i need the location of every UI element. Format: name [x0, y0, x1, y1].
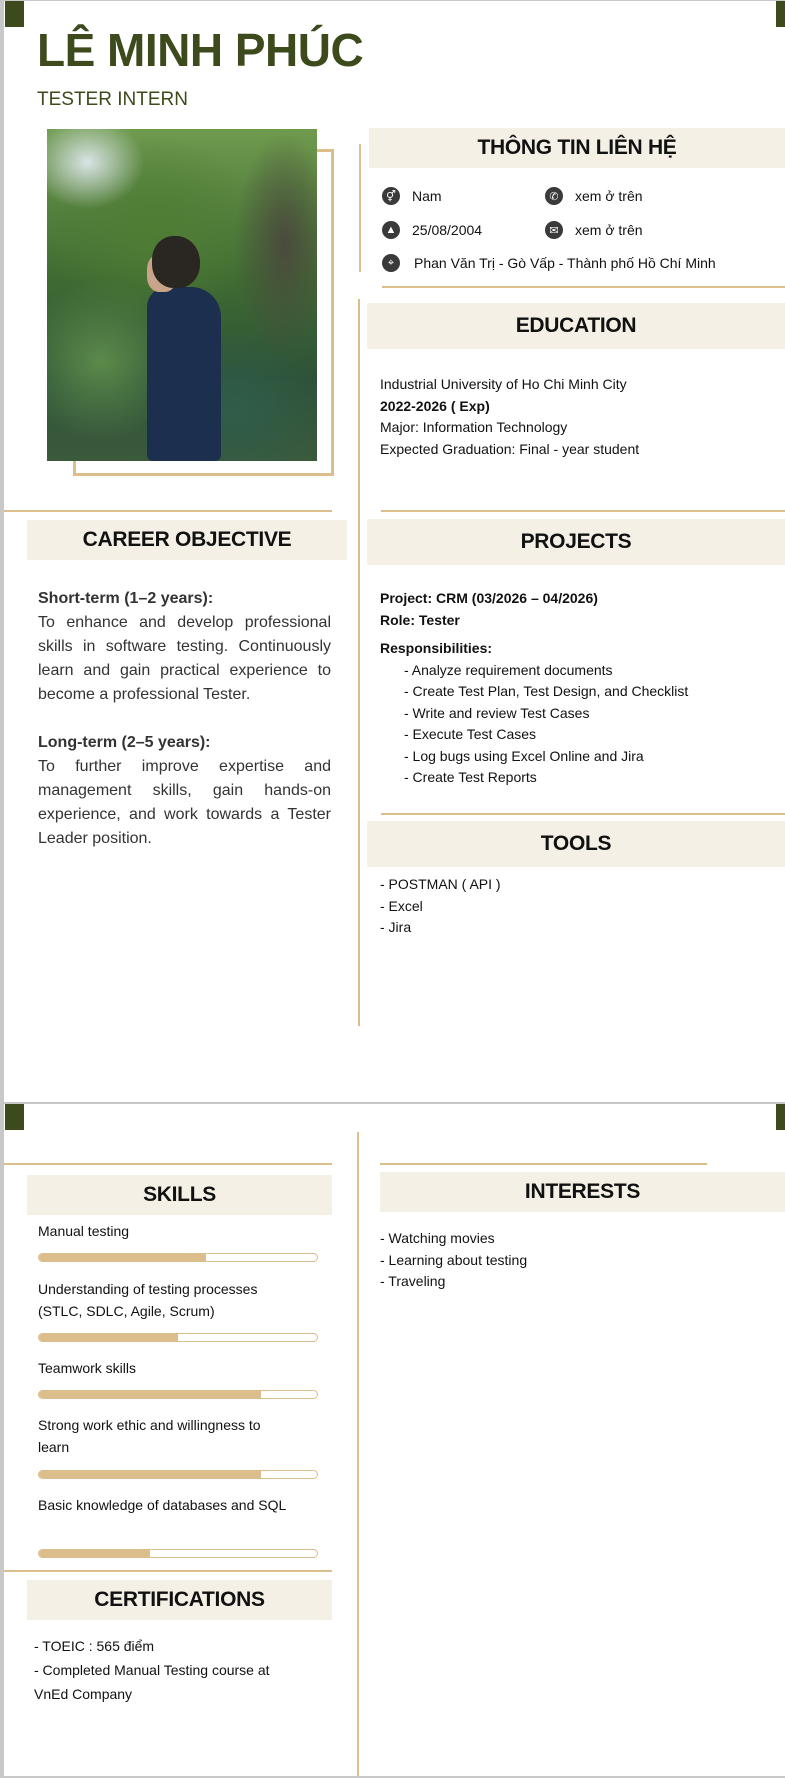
email-icon: ✉ [545, 221, 563, 239]
responsibility-item: - Write and review Test Cases [404, 704, 590, 721]
contact-email [545, 221, 643, 239]
education-school: Industrial University of Ho Chi Minh City [380, 376, 627, 392]
skill-bar [38, 1470, 318, 1479]
responsibility-item: - Analyze requirement documents [404, 661, 613, 678]
skill-label: Teamwork skills [38, 1360, 137, 1376]
interest-item: - Traveling [380, 1273, 446, 1289]
divider-vertical [358, 299, 360, 1026]
skill-bar-fill [39, 1334, 178, 1341]
corner-accent-left [5, 1, 24, 27]
contact-heading: THÔNG TIN LIÊN HỆ [369, 128, 785, 168]
certifications-list [34, 1634, 294, 1706]
corner-accent-right [776, 1104, 785, 1130]
education-years: 2022-2026 ( Exp) [380, 397, 490, 414]
tools-list [380, 874, 780, 939]
interest-item: - Learning about testing [380, 1251, 528, 1268]
divider-horizontal [4, 1570, 332, 1572]
education-graduation: Expected Graduation: Final - year student [380, 440, 640, 457]
divider-horizontal [4, 510, 332, 512]
interests-list [380, 1228, 760, 1293]
skill-label: Manual testing [38, 1223, 130, 1239]
email-value: xem ở trên [575, 222, 643, 238]
career-long-term [38, 731, 331, 851]
long-term-title: Long-term (2–5 years): [38, 734, 211, 751]
interests-heading: INTERESTS [380, 1172, 785, 1212]
divider-horizontal [381, 510, 785, 512]
skill-bar [38, 1333, 318, 1342]
short-term-text: To enhance and develop professional skills in software testing. Continuously learn and gain practical experience to become a professional Tester. [38, 614, 331, 703]
divider-vertical [359, 144, 361, 272]
skill-bar-fill [39, 1471, 261, 1478]
tool-item: - Excel [380, 897, 423, 914]
skill-label: Understanding of testing processes (STLC, SDLC, Agile, Scrum) [38, 1281, 258, 1319]
skill-bar [38, 1549, 318, 1558]
divider-vertical [357, 1132, 359, 1776]
contact-address [382, 254, 716, 272]
tools-heading: TOOLS [367, 821, 785, 867]
corner-accent-left [5, 1104, 24, 1130]
career-objective-heading: CAREER OBJECTIVE [27, 520, 347, 560]
education-block [380, 374, 780, 460]
long-term-text: To further improve expertise and management skills, gain hands-on experience, and work towards a Tester Leader position. [38, 758, 331, 847]
responsibility-item: - Execute Test Cases [404, 726, 537, 742]
candidate-title: TESTER INTERN [37, 89, 188, 110]
project-role: Role: Tester [380, 611, 460, 628]
birthday-value: 25/08/2004 [412, 222, 483, 238]
birthday-cake-icon: ▲ [382, 221, 400, 239]
certification-item: - Completed Manual Testing course at VnEd Company [34, 1662, 270, 1702]
tool-item: - POSTMAN ( API ) [380, 876, 501, 892]
corner-accent-right [776, 1, 785, 27]
skills-heading: SKILLS [27, 1175, 332, 1215]
skill-label: Strong work ethic and willingness to learn [38, 1417, 261, 1455]
phone-icon: ✆ [545, 187, 563, 205]
contact-gender [382, 187, 442, 205]
cv-page-2 [4, 1104, 785, 1776]
education-major: Major: Information Technology [380, 419, 568, 435]
education-heading: EDUCATION [367, 303, 785, 349]
phone-value: xem ở trên [575, 188, 643, 204]
responsibilities-title: Responsibilities: [380, 640, 493, 656]
skill-label: Basic knowledge of databases and SQL [38, 1497, 287, 1513]
address-value: Phan Văn Trị - Gò Vấp - Thành phố Hồ Chí Minh [414, 255, 716, 271]
cv-page-1 [4, 1, 785, 1102]
gender-value: Nam [412, 188, 442, 204]
certifications-heading: CERTIFICATIONS [27, 1580, 332, 1620]
gender-icon: ⚥ [382, 187, 400, 205]
contact-birthday [382, 221, 482, 239]
divider-horizontal [381, 813, 785, 815]
contact-phone [545, 187, 643, 205]
skill-bar [38, 1253, 318, 1262]
project-name: Project: CRM (03/2026 – 04/2026) [380, 590, 598, 606]
responsibility-item: - Create Test Plan, Test Design, and Checklist [404, 683, 689, 699]
divider-horizontal [4, 1163, 332, 1165]
interest-item: - Watching movies [380, 1230, 495, 1246]
skill-bar-fill [39, 1254, 206, 1261]
projects-heading: PROJECTS [367, 519, 785, 565]
candidate-name: LÊ MINH PHÚC [37, 24, 364, 76]
certification-item: - TOEIC : 565 điểm [34, 1638, 155, 1654]
photo-person-body [147, 287, 221, 461]
career-short-term [38, 587, 331, 707]
projects-block [380, 588, 780, 789]
short-term-title: Short-term (1–2 years): [38, 590, 214, 607]
tool-item: - Jira [380, 919, 412, 935]
location-icon: ⌖ [382, 254, 400, 272]
profile-photo [47, 129, 317, 461]
responsibility-item: - Create Test Reports [404, 769, 537, 785]
divider-horizontal [382, 286, 785, 288]
responsibility-item: - Log bugs using Excel Online and Jira [404, 747, 644, 764]
divider-horizontal [380, 1163, 707, 1165]
photo-person-hair [152, 236, 200, 288]
skill-bar-fill [39, 1391, 261, 1398]
skill-bar-fill [39, 1550, 150, 1557]
skill-bar [38, 1390, 318, 1399]
